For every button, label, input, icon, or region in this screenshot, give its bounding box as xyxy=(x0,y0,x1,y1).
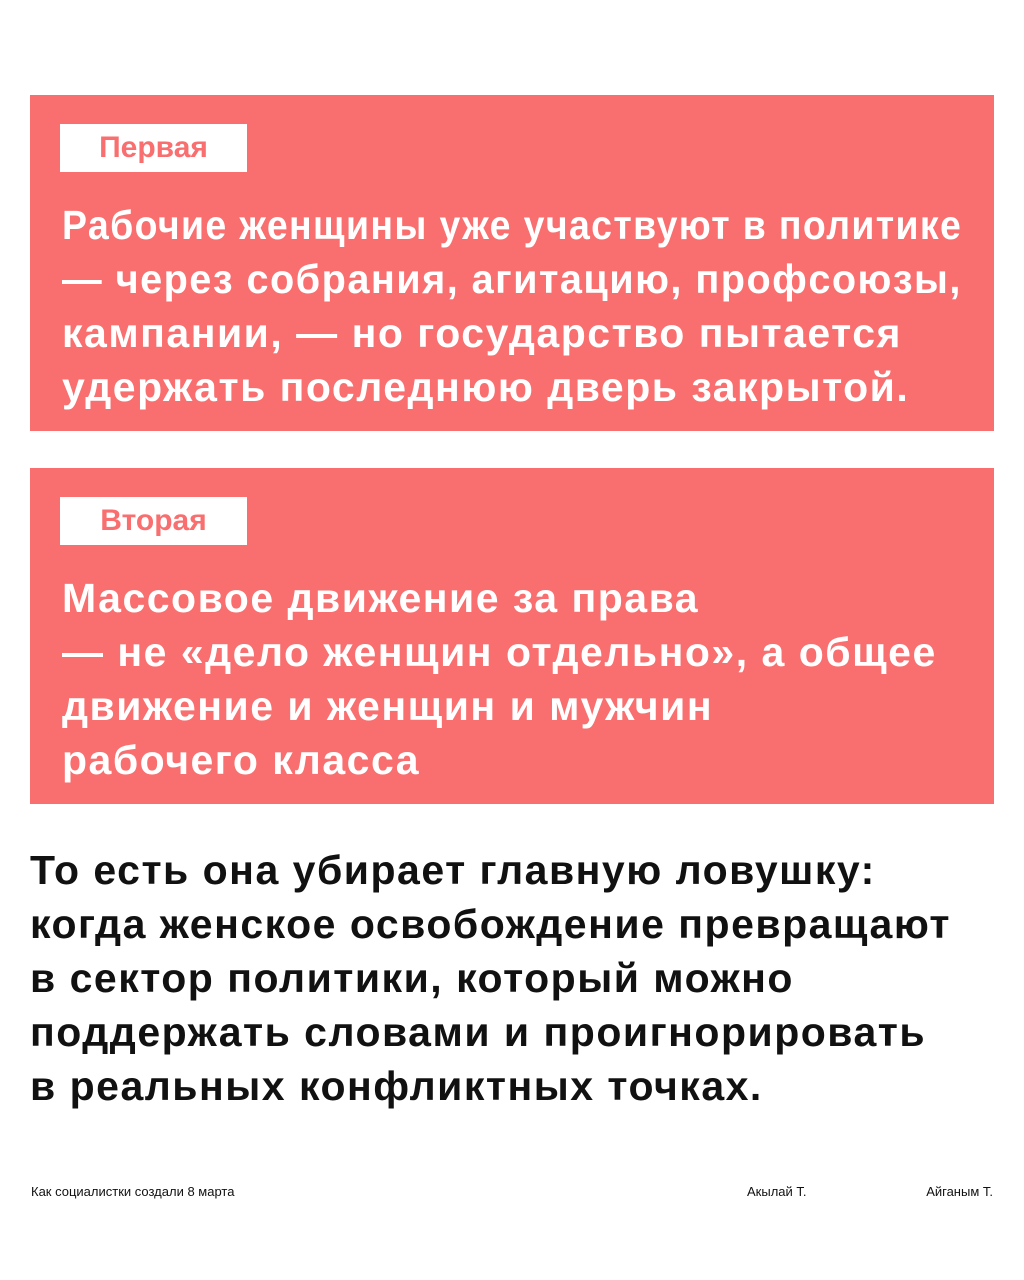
body-paragraph xyxy=(30,843,990,1113)
card-text-second xyxy=(62,571,962,787)
body-text-line: То есть она убирает главную ловушку: xyxy=(30,847,876,893)
card-text-line: кампании, — но государство пытается xyxy=(62,310,902,356)
footer-author-2: Айганым Т. xyxy=(926,1184,993,1199)
card-text-line: — через собрания, агитацию, профсоюзы, xyxy=(62,256,962,302)
card-text-first xyxy=(62,198,962,414)
footer xyxy=(31,1184,993,1204)
card-text-line: Массовое движение за права xyxy=(62,575,700,621)
card-text-line: рабочего класса xyxy=(62,737,421,783)
card-first xyxy=(30,95,994,431)
card-second xyxy=(30,468,994,804)
footer-title: Как социалистки создали 8 марта xyxy=(31,1184,235,1199)
body-text-line: поддержать словами и проигнорировать xyxy=(30,1009,927,1055)
card-text-line: Рабочие женщины уже участвуют в политике xyxy=(62,202,963,248)
tag-label-first: Первая xyxy=(60,124,247,172)
card-text-line: удержать последнюю дверь закрытой. xyxy=(62,364,910,410)
card-text-line: — не «дело женщин отдельно», а общее xyxy=(62,629,937,675)
body-text-line: когда женское освобождение превращают xyxy=(30,901,951,947)
tag-label-second: Вторая xyxy=(60,497,247,545)
body-text-line: в реальных конфликтных точках. xyxy=(30,1063,763,1109)
card-text-line: движение и женщин и мужчин xyxy=(62,683,714,729)
footer-author-1: Акылай Т. xyxy=(747,1184,807,1199)
body-text-line: в сектор политики, который можно xyxy=(30,955,794,1001)
